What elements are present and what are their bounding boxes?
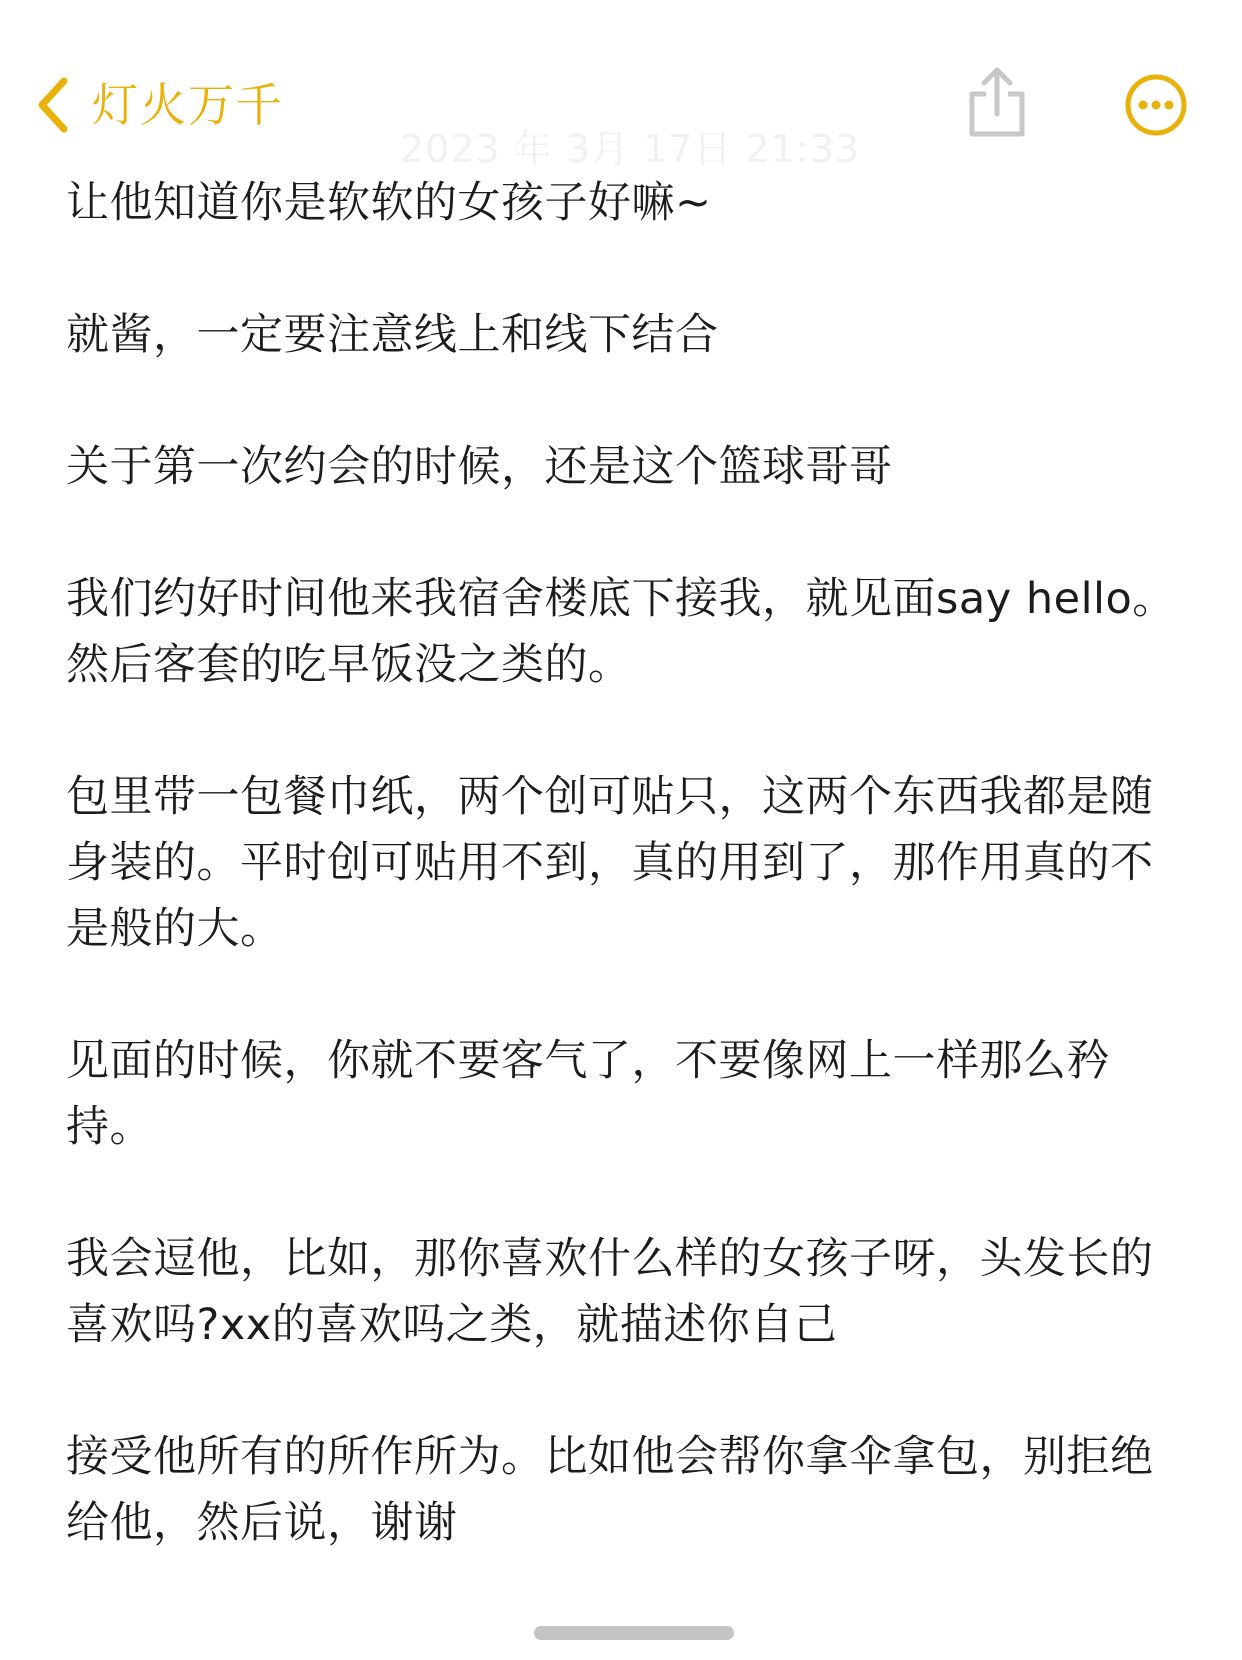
- note-paragraph: 就酱，一定要注意线上和线下结合: [66, 310, 719, 360]
- back-label: 灯火万千: [92, 78, 284, 132]
- note-date: 2023 年 3月 17日 21:33: [400, 127, 861, 171]
- share-icon[interactable]: [964, 64, 1030, 140]
- back-button[interactable]: [36, 72, 284, 138]
- note-paragraph: 接受他所有的所作所为。比如他会帮你拿伞拿包，别拒绝给他，然后说，谢谢: [66, 1432, 1154, 1548]
- note-paragraph: 我会逗他，比如，那你喜欢什么样的女孩子呀，头发长的喜欢吗?xx的喜欢吗之类，就描述你自己: [66, 1234, 1154, 1350]
- chevron-left-icon: [36, 77, 70, 133]
- note-paragraph: 包里带一包餐巾纸，两个创可贴只，这两个东西我都是随身装的。平时创可贴用不到，真的用到了，那作用真的不是般的大。: [66, 772, 1154, 954]
- note-paragraph: 见面的时候，你就不要客气了，不要像网上一样那么矜持。: [66, 1036, 1110, 1152]
- more-icon[interactable]: [1124, 73, 1188, 137]
- note-paragraph: 关于第一次约会的时候，还是这个篮球哥哥: [66, 442, 893, 492]
- note-body[interactable]: [66, 170, 1196, 1622]
- home-indicator[interactable]: [534, 1626, 734, 1640]
- note-paragraph: 我们约好时间他来我宿舍楼底下接我，就见面say hello。然后客套的吃早饭没之类的。: [66, 574, 1176, 690]
- note-paragraph: 让他知道你是软软的女孩子好嘛~: [66, 178, 712, 228]
